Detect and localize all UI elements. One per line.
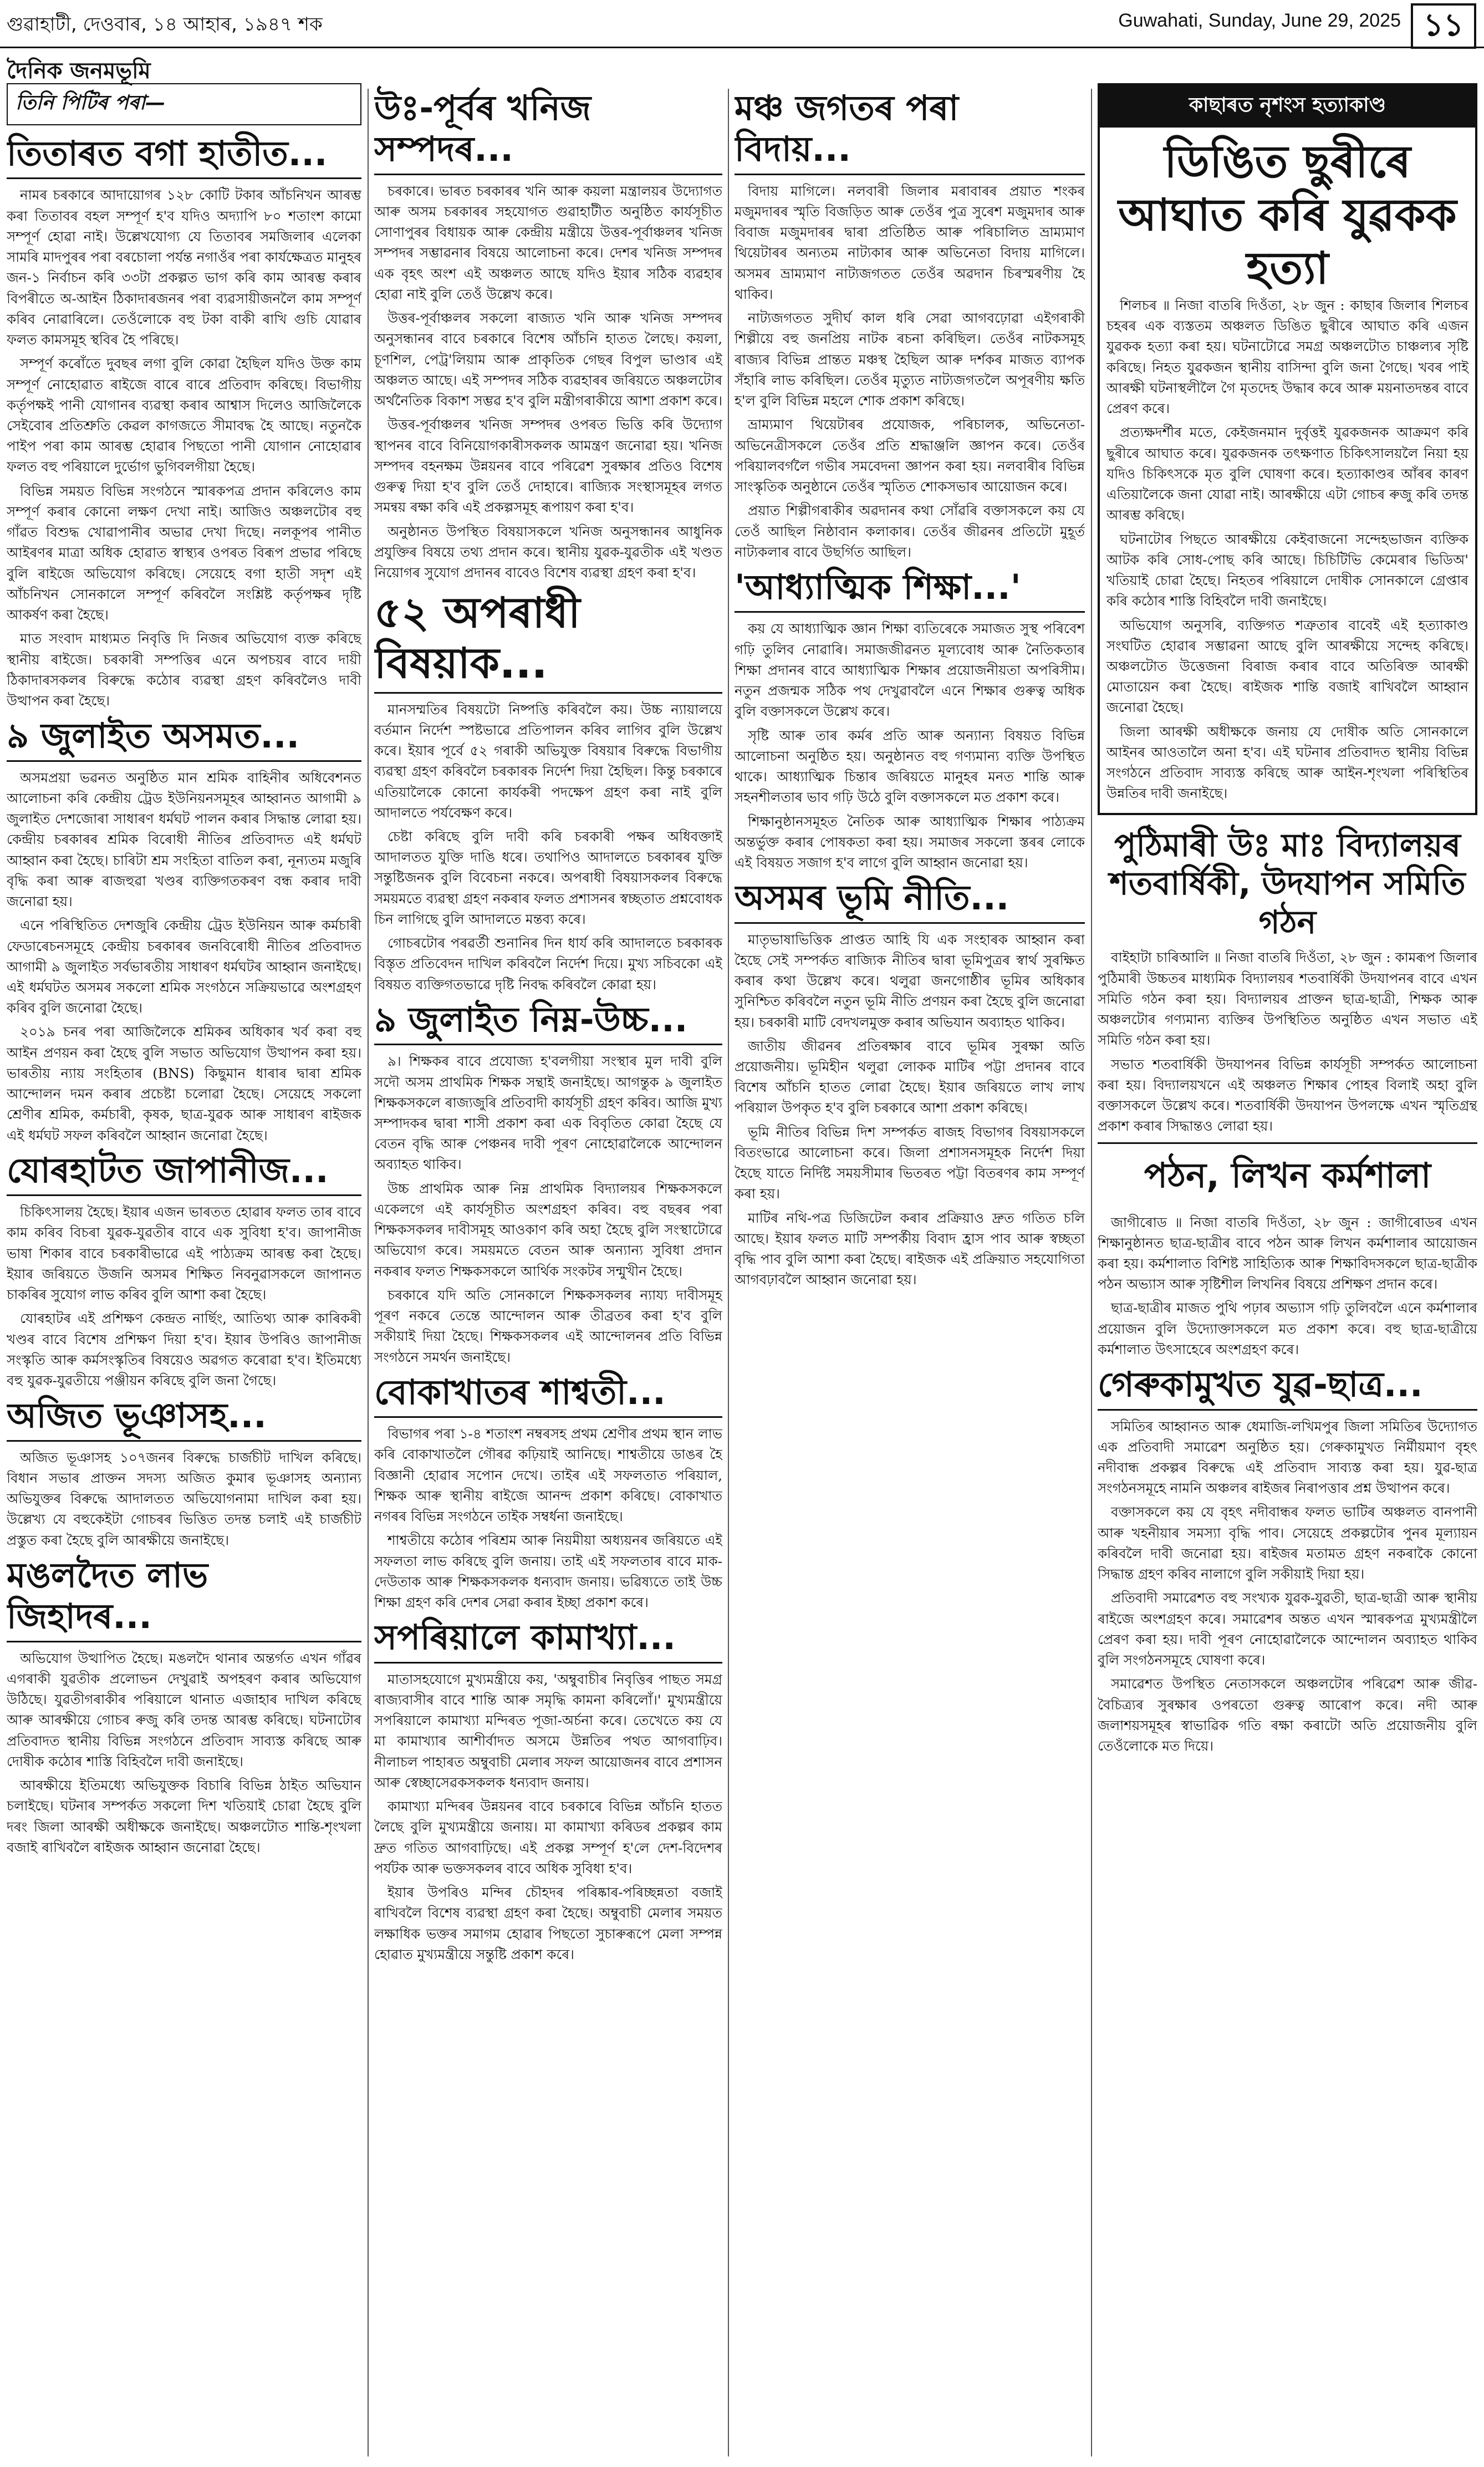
page-number: ১১ (1411, 3, 1476, 49)
lead-story-body (1106, 295, 1468, 804)
article-headline: অসমৰ ভূমি নীতি... (735, 877, 1085, 923)
paragraph: বিভিন্ন সময়ত বিভিন্ন সংগঠনে স্মাৰকপত্ৰ প্ৰদান কৰিলেও কাম সম্পূৰ্ণ কৰাৰ কোনো লক্ষণ দেখা নাই। আজিও অঞ্চলটোৰ বহু গাঁৱত বিশুদ্ধ খোৱাপানীৰ অভাৱ দেখা দিছে। নলকূপৰ পানীত আইৰণৰ মাত্ৰা অধিক হোৱাত স্বাস্থ্যৰ ওপৰত বিৰূপ প্ৰভাৱ পৰিছে বুলি ৰাইজে অভিযোগ কৰিছে। সেয়েহে বগা হাতী সদৃশ এই আঁচনিখন সোনকালে সম্পূৰ্ণ কৰিবলৈ সংশ্লিষ্ট কৰ্তৃপক্ষৰ দৃষ্টি আকৰ্ষণ কৰা হৈছে। (7, 482, 361, 623)
column-4 (1098, 83, 1477, 2462)
article-headline: পঠন, লিখন কৰ্মশালা (1144, 1154, 1431, 1196)
masthead (0, 0, 1484, 83)
paragraph: চেষ্টা কৰিছে বুলি দাবী কৰি চৰকাৰী পক্ষৰ অধিবক্তাই আদালতত যুক্তি দাঙি ধৰে। তথাপিও আদালতে চৰকাৰৰ যুক্তি সন্তুষ্টিজনক বুলি বিবেচনা নকৰে। অপৰাধী বিষয়াসকলৰ বিৰুদ্ধে সময়মতে ব্যৱস্থা গ্ৰহণ নকৰাৰ ফলত প্ৰশাসনৰ স্বচ্ছতাত প্ৰশ্নবোধক চিন লাগিছে বুলি আদালতে মন্তব্য কৰে। (374, 828, 722, 927)
article (7, 1555, 361, 1858)
section-tag: তিনি পিটিৰ পৰা— (7, 83, 361, 125)
column-3 (735, 83, 1085, 2462)
column-divider (368, 89, 369, 2456)
article-headline: ৯ জুলাইত নিম্ন-উচ্চ... (374, 999, 722, 1045)
article-headline: যোৰহাটত জাপানীজ... (7, 1150, 361, 1196)
paragraph: বিদায় মাগিলে। নলবাৰী জিলাৰ মৰাবাৰৰ প্ৰয়াত শংকৰ মজুমদাৰৰ স্মৃতি বিজড়িত আৰু তেওঁৰ পুত্ৰ সুৰেশ মজুমদাৰ আৰু বিবাজ মজুমদাৰৰ দ্বাৰা প্ৰতিষ্ঠিত আৰু পৰিচালিত ভ্ৰাম্যমাণ থিয়েটাৰৰ অন্যতম নাট্যকাৰ আৰু অভিনেতা বিদায় মাগিলে। অসমৰ ভ্ৰাম্যমাণ নাট্যজগতত তেওঁৰ অৱদান চিৰস্মৰণীয় হৈ থাকিব। (735, 182, 1085, 302)
article-headline: তিতাৰত বগা হাতীত... (7, 133, 361, 179)
paragraph: অজিত ভূঞাসহ ১০৭জনৰ বিৰুদ্ধে চাৰ্জচীট দাখিল কৰিছে। বিধান সভাৰ প্ৰাক্তন সদস্য অজিত কুমাৰ ভূঞাসহ অন্যান্য অভিযুক্তৰ বিৰুদ্ধে আদালতত অভিযোগনামা দাখিল কৰা হয়। উল্লেখ্য যে বহুকেইটা গোচৰৰ ভিত্তিত তদন্ত চলাই এই চাৰ্জচীট প্ৰস্তুত কৰা হৈছে বুলি আৰক্ষীয়ে জনাইছে। (7, 1449, 361, 1548)
paragraph: সভাত শতবাৰ্ষিকী উদযাপনৰ বিভিন্ন কাৰ্যসূচী সম্পৰ্কত আলোচনা কৰা হয়। বিদ্যালয়খনে এই অঞ্চলত শিক্ষাৰ পোহৰ বিলাই অহা বুলি বক্তাসকলে উল্লেখ কৰে। শতবাৰ্ষিকী উদযাপন উপলক্ষে এখন স্মৃতিগ্ৰন্থ প্ৰকাশ কৰাৰ সিদ্ধান্তও লোৱা হয়। (1098, 1056, 1477, 1135)
article-body (735, 181, 1085, 562)
paragraph: ৯। শিক্ষকৰ বাবে প্ৰযোজ্য হ'বলগীয়া সংস্থাৰ মুল দাবী বুলি সদৌ অসম প্ৰাথমিক শিক্ষক সন্থাই জনাইছে। আগন্তুক ৯ জুলাইত শিক্ষকসকলে ৰাজ্যজুৰি প্ৰতিবাদী কাৰ্যসূচী গ্ৰহণ কৰিব। আজি মুখ্য সম্পাদকৰ দ্বাৰা শাসী প্ৰকাশ কৰা এক বিবৃতিত কোৱা হৈছে যে বেতন বৃদ্ধি আৰু পেঞ্চনৰ দাবী পূৰণ নোহোৱালৈকে আন্দোলন অব্যাহত থাকিব। (374, 1053, 722, 1173)
paragraph: মাত সংবাদ মাধ্যমত নিবৃত্তি দি নিজৰ অভিযোগ ব্যক্ত কৰিছে স্থানীয় ৰাইজে। চৰকাৰী সম্পত্তিৰ এনে অপচয়ৰ বাবে দায়ী ঠিকাদাৰসকলৰ বিৰুদ্ধে কঠোৰ ব্যৱস্থা গ্ৰহণ কৰিবলৈও দাবী উত্থাপন কৰা হৈছে। (7, 630, 361, 709)
paragraph: নাট্যজগতত সুদীৰ্ঘ কাল ধৰি সেৱা আগবঢ়োৱা এইগৰাকী শিল্পীয়ে বহু জনপ্ৰিয় নাটক ৰচনা কৰিছিল। তেওঁৰ নাটকসমূহ ৰাজ্যৰ বিভিন্ন প্ৰান্তত মঞ্চস্থ হৈছিল আৰু দৰ্শকৰ মাজত ব্যাপক সঁহাৰি লাভ কৰিছিল। তেওঁৰ মৃত্যুত নাট্যজগতলৈ অপূৰণীয় ক্ষতি হ'ল বুলি বিভিন্ন মহলে শোক প্ৰকাশ কৰিছে। (735, 310, 1085, 409)
article-headline: সপৰিয়ালে কামাখ্যা... (374, 1617, 722, 1663)
article-body (374, 1051, 722, 1367)
paragraph: বাইহাটা চাৰিআলি ॥ নিজা বাতৰি দিওঁতা, ২৮ জুন : কামৰূপ জিলাৰ পুঠিমাৰী উচ্চতৰ মাধ্যমিক বিদ্যালয়ৰ শতবাৰ্ষিকী উদযাপনৰ বাবে এখন সমিতি গঠন কৰা হয়। বিদ্যালয়ৰ প্ৰাক্তন ছাত্ৰ-ছাত্ৰী, শিক্ষক আৰু অঞ্চলটোৰ গণ্যমান্য ব্যক্তিৰ উপস্থিতিত অনুষ্ঠিত এখন সভাত এই সমিতি গঠন কৰা হয়। (1098, 949, 1477, 1049)
paragraph: সমিতিৰ আহ্বানত আৰু ধেমাজি-লখিমপুৰ জিলা সমিতিৰ উদ্যোগত এক প্ৰতিবাদী সমাৱেশ অনুষ্ঠিত হয়। গেৰুকামুখত নিৰ্মীয়মাণ বৃহৎ নদীবান্ধ প্ৰকল্পৰ বিৰুদ্ধে এই প্ৰতিবাদ সাব্যস্ত কৰা হয়। যুৱ-ছাত্ৰ সংগঠনসমূহে নামনি অঞ্চলৰ ৰাইজৰ নিৰাপত্তাৰ প্ৰশ্ন উত্থাপন কৰে। (1098, 1418, 1477, 1497)
paragraph: কয় যে আধ্যাত্মিক জ্ঞান শিক্ষা ব্যতিৰেকে সমাজত সুস্থ পৰিবেশ গঢ়ি তুলিব নোৱাৰি। সমাজজীৱনত মূল্যবোধ আৰু নৈতিকতাৰ শিক্ষা প্ৰদানৰ বাবে আধ্যাত্মিক শিক্ষাৰ প্ৰয়োজনীয়তা অপৰিসীম। নতুন প্ৰজন্মক সঠিক পথ দেখুৱাবলৈ এনে শিক্ষাৰ গুৰুত্ব অধিক বুলি বক্তাসকলে উল্লেখ কৰে। (735, 620, 1085, 720)
article (7, 133, 361, 711)
article-body (7, 1447, 361, 1550)
paragraph: প্ৰতিবাদী সমাৱেশত বহু সংখ্যক যুৱক-যুৱতী, ছাত্ৰ-ছাত্ৰী আৰু স্থানীয় ৰাইজে অংশগ্ৰহণ কৰে। সমাৱেশৰ অন্তত এখন স্মাৰকপত্ৰ মুখ্যমন্ত্ৰীলৈ প্ৰেৰণ কৰা হয়। দাবী পূৰণ নোহোৱালৈকে আন্দোলন অব্যাহত থাকিব বুলি সংগঠনসমূহে ঘোষণা কৰে। (1098, 1590, 1477, 1669)
article-headline: ৯ জুলাইত অসমত... (7, 715, 361, 761)
column-1 (7, 83, 361, 2462)
article-body (7, 767, 361, 1146)
article-body (1098, 1416, 1477, 1757)
article (735, 88, 1085, 562)
paragraph: শিলচৰ ॥ নিজা বাতৰি দিওঁতা, ২৮ জুন : কাছাৰ জিলাৰ শিলচৰ চহৰৰ এক ব্যস্ততম অঞ্চলত ডিঙিত ছুৰীৰে আঘাত কৰি এজন যুৱকক হত্যা কৰা হয়। ঘটনাটোৱে সমগ্ৰ অঞ্চলটোত চাঞ্চল্যৰ সৃষ্টি কৰিছে। নিহত যুৱকজন স্থানীয় বাসিন্দা বুলি জনা গৈছে। খবৰ পাই আৰক্ষী ঘটনাস্থলীলৈ গৈ মৃতদেহ উদ্ধাৰ কৰে আৰু ময়নাতদন্তৰ বাবে প্ৰেৰণ কৰে। (1106, 297, 1468, 417)
article (374, 587, 722, 995)
paragraph: জাগীৰোড ॥ নিজা বাতৰি দিওঁতা, ২৮ জুন : জাগীৰোডৰ এখন শিক্ষানুষ্ঠানত ছাত্ৰ-ছাত্ৰীৰ বাবে পঠন আৰু লিখন কৰ্মশালাৰ আয়োজন কৰা হয়। কৰ্মশালাত বিশিষ্ট সাহিত্যিক আৰু শিক্ষাবিদসকলে ছাত্ৰ-ছাত্ৰীক পঠন অভ্যাস আৰু সৃষ্টিশীল লিখনিৰ বিষয়ে প্ৰশিক্ষণ প্ৰদান কৰে। (1098, 1214, 1477, 1293)
paragraph: মানসম্মতিৰ বিষয়টো নিষ্পত্তি কৰিবলৈ কয়। উচ্চ ন্যায়ালয়ে বৰ্তমান নিৰ্দেশ স্পষ্টভাৱে প্ৰতিপালন কৰিব লাগিব বুলি উল্লেখ কৰে। ইয়াৰ পূৰ্বে ৫২ গৰাকী অভিযুক্ত বিষয়াৰ বিৰুদ্ধে বিভাগীয় ব্যৱস্থা গ্ৰহণ কৰিবলৈ চৰকাৰক নিৰ্দেশ দিয়া হৈছিল। কিন্তু চৰকাৰে এতিয়ালৈকে কোনো কাৰ্যকৰী পদক্ষেপ গ্ৰহণ কৰা নাই বুলি আদালতে পৰ্যবেক্ষণ কৰে। (374, 701, 722, 821)
paragraph: আৰক্ষীয়ে ইতিমধ্যে অভিযুক্তক বিচাৰি বিভিন্ন ঠাইত অভিযান চলাইছে। ঘটনাৰ সম্পৰ্কত সকলো দিশ খতিয়াই চোৱা হৈছে বুলি দৰং জিলা আৰক্ষী অধীক্ষকে জনাইছে। অঞ্চলটোত শান্তি-শৃংখলা বজাই ৰাখিবলৈ ৰাইজক আহ্বান জনোৱা হৈছে। (7, 1777, 361, 1855)
article-body (7, 1648, 361, 1858)
paragraph: ভ্ৰাম্যমাণ থিয়েটাৰৰ প্ৰযোজক, পৰিচালক, অভিনেতা-অভিনেত্ৰীসকলে তেওঁৰ প্ৰতি শ্ৰদ্ধাঞ্জলি জ্ঞাপন কৰে। তেওঁৰ পৰিয়ালবৰ্গলৈ গভীৰ সমবেদনা জ্ঞাপন কৰা হয়। নলবাৰীৰ বিভিন্ন সাংস্কৃতিক অনুষ্ঠানে তেওঁৰ স্মৃতিত শোকসভাৰ আয়োজন কৰে। (735, 416, 1085, 495)
paragraph: ছাত্ৰ-ছাত্ৰীৰ মাজত পুথি পঢ়াৰ অভ্যাস গঢ়ি তুলিবলৈ এনে কৰ্মশালাৰ প্ৰয়োজন বুলি উদ্যোক্তাসকলে মত প্ৰকাশ কৰে। বহু ছাত্ৰ-ছাত্ৰীয়ে কৰ্মশালাত উৎসাহেৰে অংশগ্ৰহণ কৰে। (1098, 1300, 1477, 1357)
paragraph: জিলা আৰক্ষী অধীক্ষকে জনায় যে দোষীক অতি সোনকালে আইনৰ আওতালৈ অনা হ'ব। এই ঘটনাৰ প্ৰতিবাদত স্থানীয় বিভিন্ন সংগঠনে প্ৰতিবাদ সাব্যস্ত কৰিছে আৰু আইন-শৃংখলা পৰিস্থিতিৰ উন্নতিৰ দাবী জনাইছে। (1106, 723, 1468, 802)
article-body (1098, 1212, 1477, 1360)
paragraph: প্ৰত্যক্ষদৰ্শীৰ মতে, কেইজনমান দুৰ্বৃত্তই যুৱকজনক আক্ৰমণ কৰি ছুৰীৰে আঘাত কৰে। যুৱকজনক তৎক্ষণাত চিকিৎসালয়লৈ নিয়া হয় যদিও চিকিৎসকে মৃত বুলি ঘোষণা কৰে। হত্যাকাণ্ডৰ আঁৰৰ কাৰণ এতিয়ালৈকে জনা যোৱা নাই। আৰক্ষীয়ে এটা গোচৰ ৰুজু কৰি তদন্ত আৰম্ভ কৰিছে। (1106, 424, 1468, 523)
paragraph: মাতৃভাষাভিত্তিক প্ৰাপ্তত আহি যি এক সংহাৰক আহ্বান কৰা হৈছে সেই সম্পৰ্কত ৰাজ্যিক নীতিৰ দ্বাৰা ভূমিপুত্ৰৰ স্বাৰ্থ সুৰক্ষিত কৰাৰ কথা উল্লেখ কৰে। থলুৱা জনগোষ্ঠীৰ ভূমিৰ অধিকাৰ সুনিশ্চিত কৰিবলৈ নতুন ভূমি নীতি প্ৰণয়ন কৰা হৈছে বুলি জনোৱা হয়। চৰকাৰী মাটি বেদখলমুক্ত কৰাৰ অভিযান অব্যাহত থাকিব। (735, 931, 1085, 1030)
paragraph: ঘটনাটোৰ পিছতে আৰক্ষীয়ে কেইবাজনো সন্দেহভাজন ব্যক্তিক আটক কৰি সোধ-পোছ কৰি আছে। চিচিটিভি কেমেৰাৰ ভিডিঅ' খতিয়াই চোৱা হৈছে। নিহতৰ পৰিয়ালে দোষীক সোনকালে গ্ৰেপ্তাৰ কৰি কঠোৰ শাস্তি বিহিবলৈ দাবী জনাইছে। (1106, 531, 1468, 609)
column-divider (1091, 89, 1092, 2456)
paragraph: উত্তৰ-পূৰ্বাঞ্চলৰ সকলো ৰাজ্যত খনি আৰু খনিজ সম্পদৰ অনুসন্ধানৰ বাবে চৰকাৰে বিশেষ আঁচনি হাতত লৈছে। কয়লা, চূণশিল, পেট্ৰ'লিয়াম আৰু প্ৰাকৃতিক গেছৰ বিপুল ভাণ্ডাৰ এই অঞ্চলত আছে। এই সম্পদৰ সঠিক ব্যৱহাৰৰ জৰিয়তে অঞ্চলটোৰ অৰ্থনৈতিক বিকাশ সম্ভৱ হ'ব বুলি মন্ত্ৰীগৰাকীয়ে আশা প্ৰকাশ কৰে। (374, 310, 722, 409)
date-assamese: গুৱাহাটী, দেওবাৰ, ১৪ আহাৰ, ১৯৪৭ শক (7, 13, 323, 35)
lead-story-box (1098, 83, 1477, 815)
article-headline: উঃ-পূৰ্বৰ খনিজ সম্পদৰ... (374, 88, 722, 175)
column-divider (728, 89, 729, 2456)
paragraph: শাশ্বতীয়ে কঠোৰ পৰিশ্ৰম আৰু নিয়মীয়া অধ্যয়নৰ জৰিয়তে এই সফলতা লাভ কৰিছে বুলি জনায়। তাই এই সফলতাৰ বাবে মাক-দেউতাক আৰু শিক্ষকসকলক ধন্যবাদ জনায়। ভৱিষ্যতে তাই উচ্চ শিক্ষা গ্ৰহণ কৰি দেশৰ সেৱা কৰাৰ ইচ্ছা প্ৰকাশ কৰে। (374, 1532, 722, 1611)
date-english: Guwahati, Sunday, June 29, 2025 (1118, 10, 1401, 31)
article (7, 1395, 361, 1550)
paragraph: ইয়াৰ উপৰিও মন্দিৰ চৌহদৰ পৰিষ্কাৰ-পৰিচ্ছন্নতা বজাই ৰাখিবলৈ বিশেষ ব্যৱস্থা গ্ৰহণ কৰা হৈছে। অম্বুবাচী মেলাৰ সময়ত লক্ষাধিক ভক্তৰ সমাগম হোৱাৰ পিছতো সুচাৰুৰূপে মেলা সম্পন্ন হোৱাত মুখ্যমন্ত্ৰীয়ে সন্তুষ্টি প্ৰকাশ কৰে। (374, 1884, 722, 1962)
article (374, 999, 722, 1367)
article-headline: মঙলদৈত লাভ জিহাদৰ... (7, 1555, 361, 1642)
paragraph: চৰকাৰে যদি অতি সোনকালে শিক্ষকসকলৰ ন্যায্য দাবীসমূহ পূৰণ নকৰে তেন্তে আন্দোলন আৰু তীব্ৰতৰ কৰা হ'ব বুলি সকীয়াই দিয়া হৈছে। শিক্ষকসকলৰ এই আন্দোলনৰ প্ৰতি বিভিন্ন সংগঠনে সমৰ্থন জনাইছে। (374, 1286, 722, 1365)
paragraph: চৰকাৰে। ভাৰত চৰকাৰৰ খনি আৰু কয়লা মন্ত্ৰালয়ৰ উদ্যোগত আৰু অসম চৰকাৰৰ সহযোগত গুৱাহাটীত অনুষ্ঠিত কাৰ্যসূচীত সোণাপুৰৰ বিধায়ক আৰু কেন্দ্ৰীয় মন্ত্ৰীয়ে উত্তৰ-পূৰ্বাঞ্চলৰ খনিজ সম্পদৰ সম্ভাৱনাৰ বিষয়ে আলোচনা কৰে। দেশৰ খনিজ সম্পদৰ এক বৃহৎ অংশ এই অঞ্চলত আছে যদিও ইয়াৰ সঠিক ব্যৱহাৰ হোৱা নাই বুলি তেওঁ উল্লেখ কৰে। (374, 182, 722, 302)
column-2 (374, 83, 722, 2462)
paragraph: মাটিৰ নথি-পত্ৰ ডিজিটেল কৰাৰ প্ৰক্ৰিয়াও দ্ৰুত গতিত চলি আছে। ইয়াৰ ফলত মাটি সম্পৰ্কীয় বিবাদ হ্ৰাস পাব আৰু স্বচ্ছতা বৃদ্ধি পাব বুলি আশা কৰা হৈছে। ৰাইজক এই প্ৰক্ৰিয়াত সহযোগিতা আগবঢ়াবলৈ আহ্বান জনোৱা হয়। (735, 1209, 1085, 1288)
article-body (374, 699, 722, 995)
paragraph: অভিযোগ উত্থাপিত হৈছে। মঙলদৈ থানাৰ অন্তৰ্গত এখন গাঁৱৰ এগৰাকী যুৱতীক প্ৰলোভন দেখুৱাই অপহৰণ কৰাৰ অভিযোগ উঠিছে। যুৱতীগৰাকীৰ পৰিয়ালে থানাত এজাহাৰ দাখিল কৰিছে আৰু আৰক্ষীয়ে গোচৰ ৰুজু কৰি তদন্ত আৰম্ভ কৰিছে। ঘটনাটোৰ প্ৰতিবাদত স্থানীয় বিভিন্ন সংগঠনে প্ৰতিবাদ সাব্যস্ত কৰিছে আৰু দোষীক কঠোৰ শাস্তি বিহিবলৈ দাবী জনাইছে। (7, 1650, 361, 1769)
article (374, 1617, 722, 1965)
article-body (374, 1669, 722, 1965)
paragraph: উত্তৰ-পূৰ্বাঞ্চলৰ খনিজ সম্পদৰ ওপৰত ভিত্তি কৰি উদ্যোগ স্থাপনৰ বাবে বিনিয়োগকাৰীসকলক আমন্ত্ৰণ জনোৱা হয়। খনিজ সম্পদৰ বহনক্ষম উন্নয়নৰ বাবে পৰিৱেশ সুৰক্ষাৰ প্ৰতিও বিশেষ গুৰুত্ব দিয়া হ'ব বুলি তেওঁ দোহাৰে। ৰাজ্যিক সংস্থাসমূহৰ লগত সমন্বয় ৰক্ষা কৰি এই প্ৰকল্পসমূহ ৰূপায়ণ কৰা হ'ব। (374, 416, 722, 516)
article (7, 715, 361, 1146)
article-headline: মঞ্চ জগতৰ পৰা বিদায়... (735, 88, 1085, 175)
article-body (7, 1202, 361, 1391)
paragraph: সৃষ্টি আৰু তাৰ কৰ্মৰ প্ৰতি আৰু অন্যান্য বিষয়ত বিভিন্ন আলোচনা অনুষ্ঠিত হয়। অনুষ্ঠানত বহু গণ্যমান্য ব্যক্তি উপস্থিত থাকে। আধ্যাত্মিক চিন্তাৰ জৰিয়তে মানুহৰ মনত শান্তি আৰু সহনশীলতাৰ ভাব গঢ়ি উঠে বুলি বক্তাসকলে মত প্ৰকাশ কৰে। (735, 727, 1085, 806)
article (735, 567, 1085, 873)
paragraph: বক্তাসকলে কয় যে বৃহৎ নদীবান্ধৰ ফলত ভাটিৰ অঞ্চলত বানপানী আৰু খহনীয়াৰ সমস্যা বৃদ্ধি পাব। সেয়েহে প্ৰকল্পটোৰ পুনৰ মূল্যায়ন কৰিবলৈ দাবী জনোৱা হয়। ৰাইজৰ মতামত গ্ৰহণ নকৰাকৈ কোনো সিদ্ধান্ত গ্ৰহণ কৰিব নালাগে বুলি সকীয়াই দিয়া হয়। (1098, 1504, 1477, 1583)
article-body (374, 181, 722, 583)
article-headline: গেৰুকামুখত যুৱ-ছাত্ৰ... (1098, 1364, 1477, 1410)
paragraph: কামাখ্যা মন্দিৰৰ উন্নয়নৰ বাবে চৰকাৰে বিভিন্ন আঁচনি হাতত লৈছে বুলি মুখ্যমন্ত্ৰীয়ে জনায়। মা কামাখ্যা কৰিডৰ প্ৰকল্পৰ কাম দ্ৰুত গতিত আগবাঢ়িছে। এই প্ৰকল্প সম্পূৰ্ণ হ'লে দেশ-বিদেশৰ পৰ্যটক আৰু ভক্তসকলৰ বাবে অধিক সুবিধা হ'ব। (374, 1798, 722, 1876)
paragraph: সমাৱেশত উপস্থিত নেতাসকলে অঞ্চলটোৰ পৰিৱেশ আৰু জীৱ-বৈচিত্ৰ্যৰ সুৰক্ষাৰ ওপৰতো গুৰুত্ব আৰোপ কৰে। নদী আৰু জলাশয়সমূহৰ স্বাভাৱিক গতি ৰক্ষা কৰাটো অতি প্ৰয়োজনীয় বুলি তেওঁলোকে মত দিয়ে। (1098, 1676, 1477, 1754)
paragraph: জাতীয় জীৱনৰ প্ৰতিৰক্ষাৰ বাবে ভূমিৰ সুৰক্ষা অতি প্ৰয়োজনীয়। ভূমিহীন থলুৱা লোকক মাটিৰ পট্টা প্ৰদানৰ বাবে বিশেষ আঁচনি হাতত লোৱা হৈছে। ইয়াৰ জৰিয়তে লাখ লাখ পৰিয়াল উপকৃত হ'ব বুলি চৰকাৰে আশা প্ৰকাশ কৰিছে। (735, 1037, 1085, 1116)
paragraph: সম্পূৰ্ণ কৰোঁতে দুবছৰ লগা বুলি কোৱা হৈছিল যদিও উক্ত কাম সম্পূৰ্ণ নোহোৱাত ৰাইজে বাৰে বাৰে প্ৰতিবাদ কৰিছে। বিভাগীয় কৰ্তৃপক্ষই পানী যোগানৰ ব্যৱস্থা কৰাৰ আশ্বাস দিলেও আজিলৈকে সেইবোৰ প্ৰতিশ্ৰুতি কেৱল কাগজতে সীমাবদ্ধ হৈ আছে। নতুনকৈ পাইপ পৰা কাম আৰম্ভ হোৱাৰ পিছতো পানী যোগান নোহোৱাৰ ফলত বহু পৰিয়ালে দুৰ্ভোগ ভুগিবলগীয়া হৈছে। (7, 355, 361, 475)
paragraph: শিক্ষানুষ্ঠানসমূহত নৈতিক আৰু আধ্যাত্মিক শিক্ষাৰ পাঠ্যক্ৰম অন্তৰ্ভুক্ত কৰাৰ পোষকতা কৰা হয়। সমাজৰ সকলো স্তৰৰ লোকে এই বিষয়ত সজাগ হ'ব লাগে বুলি আহ্বান জনোৱা হয়। (735, 813, 1085, 871)
paragraph: অসমপ্ৰয়া ভৱনত অনুষ্ঠিত মান শ্ৰমিক বাহিনীৰ অধিবেশনত আলোচনা কৰি কেন্দ্ৰীয় ট্ৰেড ইউনিয়নসমূহৰ আহ্বানত আগামী ৯ জুলাইত দেশজোৰা সাধাৰণ ধৰ্মঘট পালন কৰাৰ সিদ্ধান্ত লোৱা হয়। কেন্দ্ৰীয় চৰকাৰৰ শ্ৰমিক বিৰোধী নীতিৰ প্ৰতিবাদত এই ধৰ্মঘট আহ্বান কৰা হৈছে। চাৰিটা শ্ৰম সংহিতা বাতিল কৰা, নূন্যতম মজুৰি বৃদ্ধি কৰা আৰু ৰাজহুৱা খণ্ডৰ ব্যক্তিগতকৰণ বন্ধ কৰাৰ দাবী জনোৱা হয়। (7, 769, 361, 910)
article-headline: অজিত ভূঞাসহ... (7, 1395, 361, 1441)
paragraph: গোচৰটোৰ পৰৱৰ্তী শুনানিৰ দিন ধাৰ্য কৰি আদালতে চৰকাৰক বিস্তৃত প্ৰতিবেদন দাখিল কৰিবলৈ নিৰ্দেশ দিয়ে। মুখ্য সচিবকো এই বিষয়ত ব্যক্তিগতভাৱে দৃষ্টি নিবদ্ধ কৰিবলৈ কোৱা হয়। (374, 935, 722, 993)
article (7, 1150, 361, 1391)
paragraph: ২০১৯ চনৰ পৰা আজিলৈকে শ্ৰমিকৰ অধিকাৰ খৰ্ব কৰা বহু আইন প্ৰণয়ন কৰা হৈছে বুলি সভাত অভিযোগ উত্থাপন কৰা হয়। ভাৰতীয় ন্যায় সংহিতাৰ (BNS) কিছুমান ধাৰাৰ দ্বাৰা শ্ৰমিক আন্দোলন দমন কৰাৰ প্ৰচেষ্টা চলোৱা হৈছে। সেয়েহে সকলো শ্ৰেণীৰ শ্ৰমিক, কৰ্মচাৰী, কৃষক, ছাত্ৰ-যুৱক আৰু সাধাৰণ ৰাইজক এই ধৰ্মঘট সফল কৰিবলৈ আহ্বান জনোৱা হৈছে। (7, 1024, 361, 1143)
article-headline: 'আধ্যাত্মিক শিক্ষা...' (735, 567, 1085, 613)
article (374, 88, 722, 583)
paragraph: এনে পৰিস্থিতিত দেশজুৰি কেন্দ্ৰীয় ট্ৰেড ইউনিয়ন আৰু কৰ্মচাৰী ফেডাৰেচনসমূহে কেন্দ্ৰীয় চৰকাৰৰ জনবিৰোধী নীতিৰ প্ৰতিবাদত আগামী ৯ জুলাইত সৰ্বভাৰতীয় সাধাৰণ ধৰ্মঘটৰ আহ্বান জনাইছে। এই ধৰ্মঘটত অসমৰ সকলো শ্ৰমিক সংগঠনে সক্ৰিয়ভাৱে অংশগ্ৰহণ কৰিব বুলি জনোৱা হৈছে। (7, 917, 361, 1016)
paragraph: ভূমি নীতিৰ বিভিন্ন দিশ সম্পৰ্কত ৰাজহ বিভাগৰ বিষয়াসকলে বিতংভাৱে আলোচনা কৰে। জিলা প্ৰশাসনসমূহক নিৰ্দেশ দিয়া হৈছে যাতে নিৰ্দিষ্ট সময়সীমাৰ ভিতৰত পট্টা বিতৰণৰ কাম সম্পূৰ্ণ কৰা হয়। (735, 1123, 1085, 1202)
article (735, 877, 1085, 1290)
article-body (735, 929, 1085, 1290)
article (1098, 1142, 1477, 1360)
newspaper-brand: দৈনিক জনমভূমি (7, 58, 151, 84)
paragraph: মাতাসহযোগে মুখ্যমন্ত্ৰীয়ে কয়, 'অম্বুবাচীৰ নিবৃত্তিৰ পাছত সমগ্ৰ ৰাজ্যবাসীৰ বাবে শান্তি আৰু সমৃদ্ধি কামনা কৰিলোঁ।' মুখ্যমন্ত্ৰীয়ে সপৰিয়ালে কামাখ্যা মন্দিৰত পূজা-অৰ্চনা কৰে। তেখেতে কয় যে মা কামাখ্যাৰ আশীৰ্বাদত অসমে উন্নতিৰ পথত আগবাঢ়িব। নীলাচল পাহাৰত অম্বুবাচী মেলাৰ সফল আয়োজনৰ বাবে প্ৰশাসন আৰু স্বেচ্ছাসেৱকসকলক ধন্যবাদ জনায়। (374, 1671, 722, 1791)
article-body (7, 185, 361, 711)
masthead-rule (0, 47, 1484, 48)
article (374, 1372, 722, 1613)
article-headline: বোকাখাতৰ শাশ্বতী... (374, 1372, 722, 1418)
paragraph: প্ৰয়াত শিল্পীগৰাকীৰ অৱদানৰ কথা সোঁৱৰি বক্তাসকলে কয় যে তেওঁ আছিল নিষ্ঠাবান কলাকাৰ। তেওঁৰ জীৱনৰ প্ৰতিটো মুহূৰ্ত নাট্যকলাৰ বাবে উছৰ্গিত আছিল। (735, 502, 1085, 560)
paragraph: যোৰহাটৰ এই প্ৰশিক্ষণ কেন্দ্ৰত নাৰ্ছিং, আতিথ্য আৰু কাৰিকৰী খণ্ডৰ বাবে বিশেষ প্ৰশিক্ষণ দিয়া হ'ব। ইয়াৰ উপৰিও জাপানীজ সংস্কৃতি আৰু কৰ্মসংস্কৃতিৰ বিষয়েও অৱগত কৰোৱা হ'ব। ইতিমধ্যে বহু যুৱক-যুৱতীয়ে পঞ্জীয়ন কৰিছে বুলি জনা গৈছে। (7, 1310, 361, 1389)
lead-story-tag: কাছাৰত নৃশংস হত্যাকাণ্ড (1100, 85, 1475, 128)
paragraph: নামৰ চৰকাৰে আদায়োগৰ ১২৮ কোটি টকাৰ আঁচনিখন আৰম্ভ কৰা তিতাবৰ বহল সম্পূৰ্ণ হ'ব যদিও অদ্যাপি ৮০ শতাংশ কামো সম্পূৰ্ণ হোৱা নাই। উল্লেখযোগ্য যে তিতাবৰ সমজিলাৰ এলেকা সামৰি মাদপুৰৰ পৰা বৰচোলা পৰ্যন্ত নগাওঁৰ পৰা কাৰ্যক্ষেত্ৰত মানুহৰ জন-১ নিৰ্বাচন কৰি ৩৩টা প্ৰকল্পত ভাগ কৰি কাম আৰম্ভ কৰাৰ বিপৰীতে অ-আইন ঠিকাদাৰজনৰ পৰা ব্যৱসায়ীজনলৈ কাম সম্পূৰ্ণ কৰিব নোৱাৰিলে। তেওঁলোকে বহু টকা বাকী ৰাখি গুচি যোৱাৰ ফলত কামসমূহ স্থবিৰ হৈ পৰিছে। (7, 187, 361, 348)
paragraph: বিভাগৰ পৰা ১-৪ শতাংশ নম্বৰসহ প্ৰথম শ্ৰেণীৰ প্ৰথম স্থান লাভ কৰি বোকাখাতলৈ গৌৰৱ কঢ়িয়াই আনিছে। শাশ্বতীয়ে ডাঙৰ হৈ বিজ্ঞানী হোৱাৰ সপোন দেখে। তাইৰ এই সফলতাত পৰিয়াল, শিক্ষক আৰু স্থানীয় ৰাইজে আনন্দ প্ৰকাশ কৰিছে। বোকাখাত নগৰৰ বিভিন্ন সংগঠনে তাইক সম্বৰ্ধনা জনাইছে। (374, 1426, 722, 1525)
article-headline: পুঠিমাৰী উঃ মাঃ বিদ্যালয়ৰ শতবাৰ্ষিকী, উদযাপন সমিতি গঠন (1109, 826, 1466, 941)
paragraph: অভিযোগ অনুসৰি, ব্যক্তিগত শত্ৰুতাৰ বাবেই এই হত্যাকাণ্ড সংঘটিত হোৱাৰ সম্ভাৱনা আছে বুলি আৰক্ষীয়ে সন্দেহ কৰিছে। অঞ্চলটোত উত্তেজনা বিৰাজ কৰাৰ বাবে অতিৰিক্ত আৰক্ষী মোতায়েন কৰা হৈছে। ৰাইজক শান্তি বজাই ৰাখিবলৈ আহ্বান জনোৱা হৈছে। (1106, 617, 1468, 716)
article (1098, 826, 1477, 1137)
lead-story-headline: ডিঙিত ছুৰীৰে আঘাত কৰি যুৱকক হত্যা (1118, 136, 1457, 294)
article-headline: ৫২ অপৰাধী বিষয়াক... (374, 587, 722, 693)
article-body (735, 618, 1085, 873)
paragraph: অনুষ্ঠানত উপস্থিত বিষয়াসকলে খনিজ অনুসন্ধানৰ আধুনিক প্ৰযুক্তিৰ বিষয়ে তথ্য প্ৰদান কৰে। স্থানীয় যুৱক-যুৱতীক এই খণ্ডত নিয়োগৰ সুযোগ প্ৰদানৰ বাবেও বিশেষ ব্যৱস্থা গ্ৰহণ কৰা হ'ব। (374, 523, 722, 581)
paragraph: উচ্চ প্ৰাথমিক আৰু নিম্ন প্ৰাথমিক বিদ্যালয়ৰ শিক্ষকসকলে একেলগে এই কাৰ্যসূচীত অংশগ্ৰহণ কৰিব। বহু বছৰৰ পৰা শিক্ষকসকলৰ দাবীসমূহ আওকাণ কৰি অহা হৈছে বুলি সংস্থাটোৱে অভিযোগ কৰে। সময়মতে বেতন আৰু অন্যান্য সুবিধা প্ৰদান নকৰাৰ ফলত শিক্ষকসকলে আৰ্থিক সংকটৰ সন্মুখীন হৈছে। (374, 1180, 722, 1279)
article-body (1098, 947, 1477, 1136)
paragraph: চিকিৎসালয় হৈছে। ইয়াৰ এজন ভাৰতত হোৱাৰ ফলত তাৰ বাবে কাম কৰিব বিচৰা যুৱক-যুৱতীৰ বাবে এক সুবিধা হ'ব। জাপানীজ ভাষা শিকাৰ বাবে চৰকাৰীভাৱে এই পাঠ্যক্ৰম আৰম্ভ কৰা হৈছে। ইয়াৰ জৰিয়তে উজনি অসমৰ শিক্ষিত নিবনুৱাসকলে জাপানত চাকৰিৰ সুযোগ লাভ কৰিব বুলি আশা কৰা হৈছে। (7, 1204, 361, 1303)
article (1098, 1364, 1477, 1756)
article-body (374, 1423, 722, 1613)
